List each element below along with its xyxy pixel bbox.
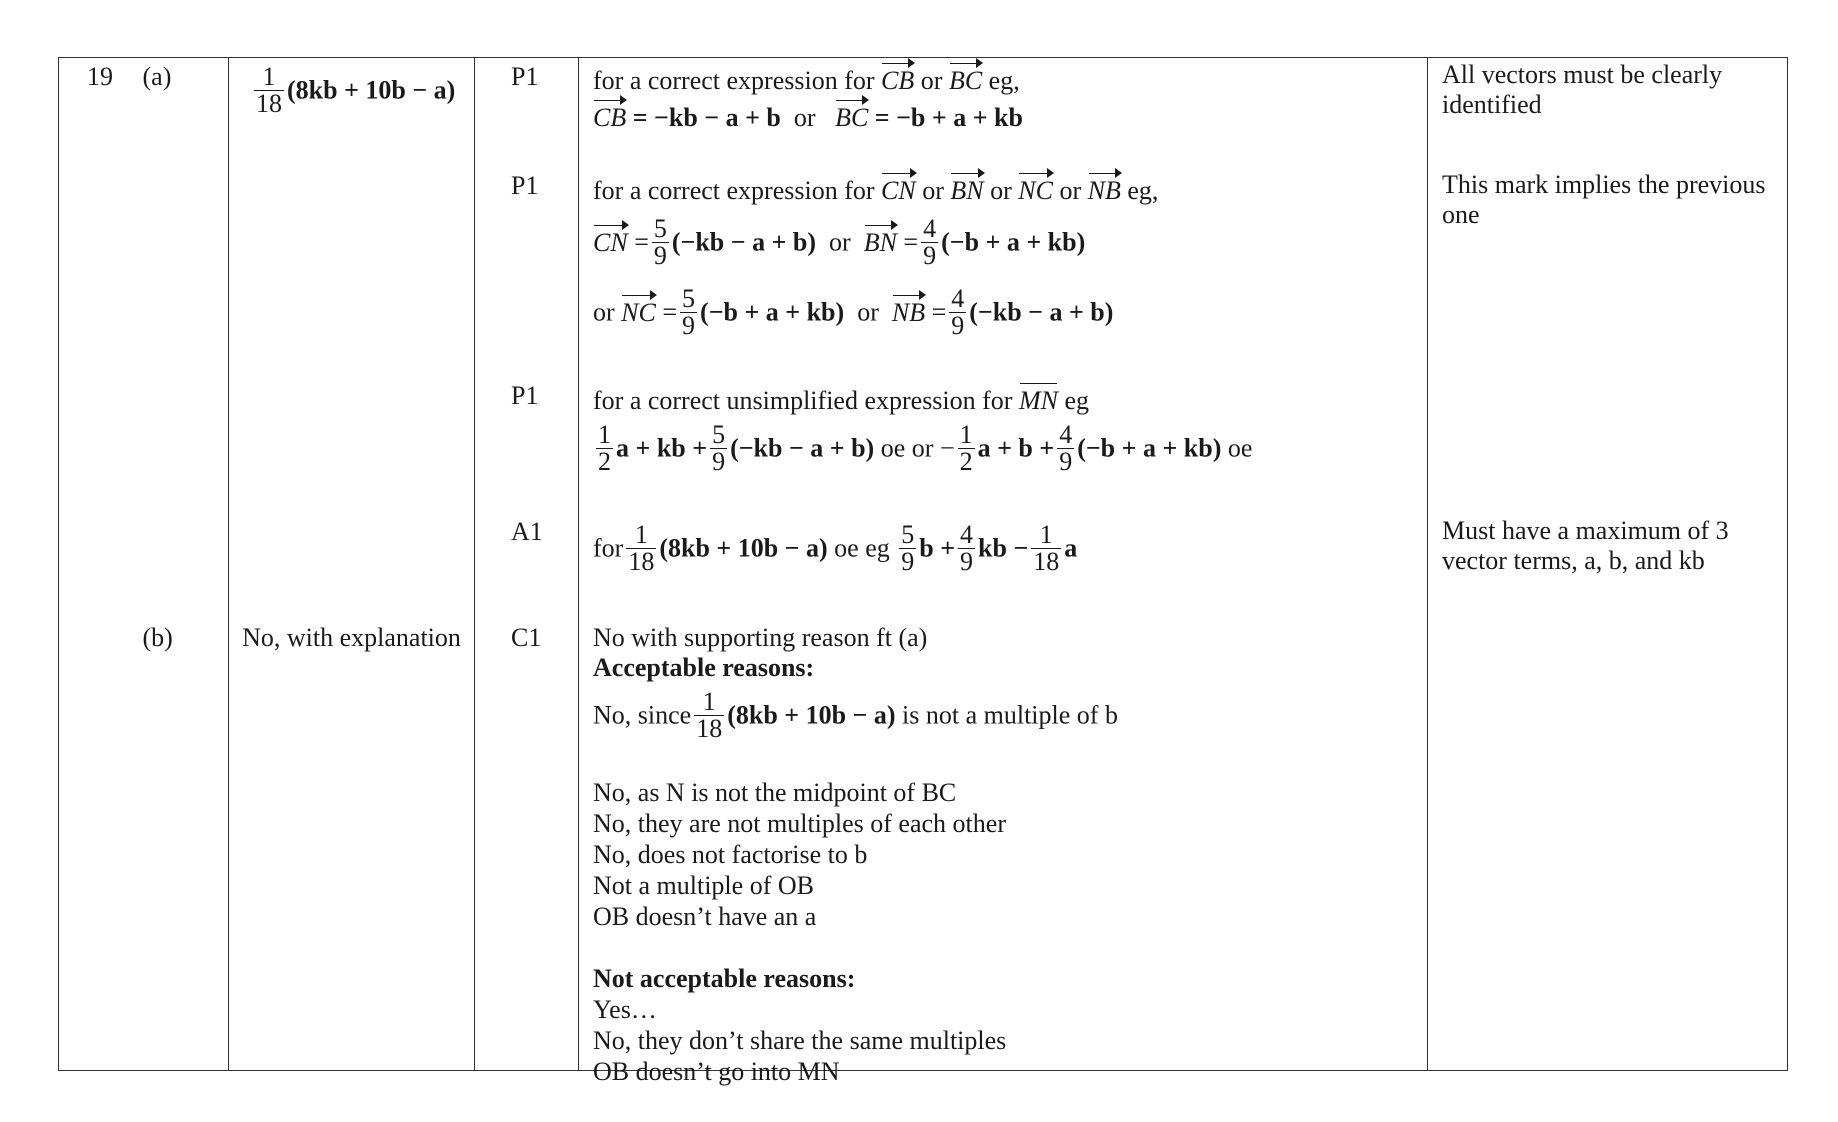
not-acceptable-heading: Not acceptable reasons: <box>593 964 856 993</box>
part-a-answer-expr: (8kb + 10b − a) <box>287 75 456 105</box>
not-acceptable-reason: No, they don’t share the same multiples <box>593 1026 1007 1055</box>
mark3-line1: for a correct unsimplified expression for MN eg <box>593 386 1090 415</box>
since-line: No, since $\frac{1}{18}$ (8kb + 10b − a) is not a multiple of b <box>593 687 1118 743</box>
not-acceptable-reason: OB doesn’t go into MN <box>593 1057 840 1086</box>
part-a-label: (a) <box>142 62 172 91</box>
mark-code-column <box>475 58 579 1071</box>
mark-code-1: P1 <box>511 62 539 91</box>
acceptable-reason: Not a multiple of OB <box>593 871 814 900</box>
mark2-line2: CN = $\frac{5}{9}$ (−kb − a + b) or BN = $\frac{4}{9}$ (−b + a + kb) <box>593 214 1086 270</box>
mark-scheme-table <box>58 57 1788 1086</box>
mark2-line1: for a correct expression for CN or BN or NC or NB eg, <box>593 176 1159 205</box>
note-mark2: This mark implies the previous one <box>1442 170 1766 229</box>
mark-code-5: C1 <box>511 623 542 652</box>
mark1-line1: for a correct expression for CB or BC eg, <box>593 66 1020 95</box>
not-acceptable-reason: Yes… <box>593 995 657 1024</box>
acceptable-reason: No, does not factorise to b <box>593 840 868 869</box>
mark4-line1: for $\frac{1}{18}$ (8kb + 10b − a) oe eg $\frac{5}{9}$ b + $\frac{4}{9}$ kb − $\frac{1}{18}$ a <box>593 520 1078 576</box>
mark-code-2: P1 <box>511 171 539 200</box>
part-a-answer: $\frac{1}{18}$ (8kb + 10b − a) <box>256 62 456 118</box>
answer-column <box>229 58 475 1071</box>
guidance-column <box>579 58 1428 1086</box>
part-column <box>131 58 229 1071</box>
note-mark4: Must have a maximum of 3 vector terms, a, b, and kb <box>1442 516 1729 575</box>
part-b-label: (b) <box>142 623 173 652</box>
mark5-line1: No with supporting reason ft (a) <box>593 623 928 652</box>
question-number-column <box>59 58 131 1071</box>
part-b-answer: No, with explanation <box>242 623 461 652</box>
question-number: 19 <box>87 62 113 91</box>
note-mark1: All vectors must be clearly identified <box>1442 60 1723 119</box>
acceptable-heading: Acceptable reasons: <box>593 653 815 682</box>
mark-code-4: A1 <box>511 517 543 546</box>
acceptable-reason: No, they are not multiples of each other <box>593 809 1006 838</box>
acceptable-reason: No, as N is not the midpoint of BC <box>593 778 957 807</box>
mark3-line2: $\frac{1}{2}$ a + kb + $\frac{5}{9}$ (−kb − a + b) oe or − $\frac{1}{2}$ a + b + $\frac{4}{9}$ (−b + a + kb) oe <box>598 420 1253 476</box>
acceptable-reason: OB doesn’t have an a <box>593 902 817 931</box>
additional-guidance-column <box>1428 58 1788 1071</box>
mark1-line2: CB = −kb − a + b or BC = −b + a + kb <box>593 103 1023 132</box>
mark2-line3: or NC = $\frac{5}{9}$ (−b + a + kb) or NB = $\frac{4}{9}$ (−kb − a + b) <box>593 284 1114 340</box>
mark-code-3: P1 <box>511 381 539 410</box>
